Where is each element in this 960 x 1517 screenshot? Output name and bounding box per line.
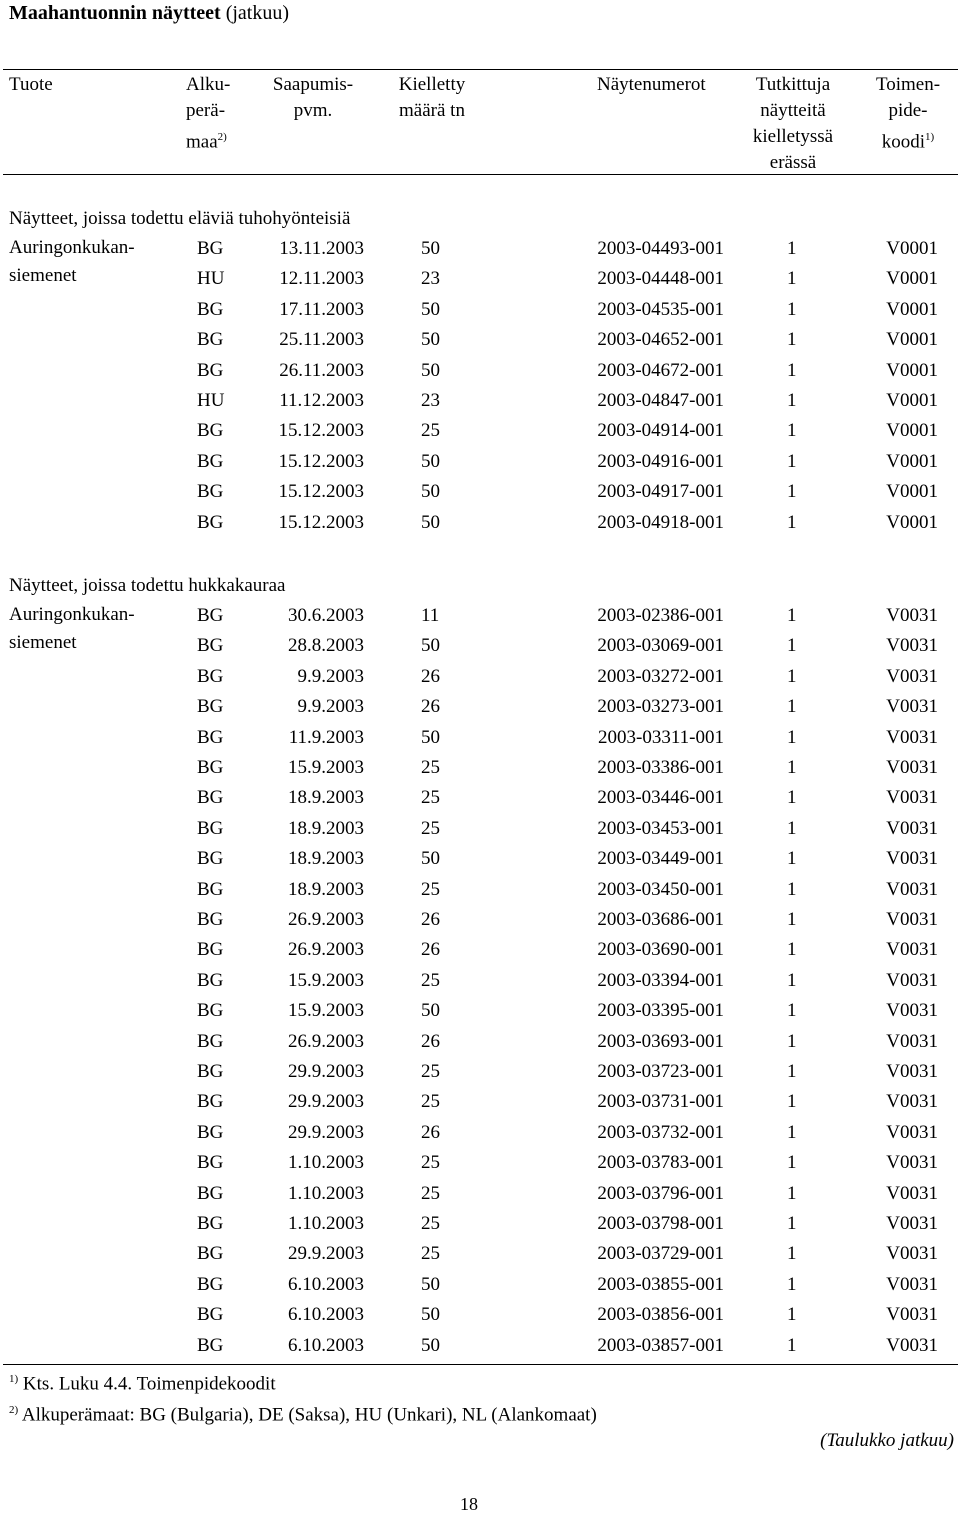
arrival-date-cell: 15.12.2003 [278,511,364,533]
table-row [0,1209,960,1239]
tested-count-cell: 1 [787,726,797,748]
table-row [0,447,960,477]
action-code-cell: V0001 [886,329,938,351]
quantity-cell: 11 [421,605,440,626]
table-row [0,723,960,753]
quantity-cell: 25 [421,757,440,778]
tested-count-cell: 1 [787,1243,797,1265]
action-code-cell: V0001 [886,390,938,411]
page-number: 18 [460,1494,478,1514]
sample-number-cell: 2003-03686-001 [597,909,724,930]
sample-number-cell: 2003-04448-001 [597,268,724,290]
origin-cell: BG [197,757,224,778]
table-row [0,295,960,325]
sample-number-cell: 2003-03783-001 [597,1152,724,1174]
quantity-cell: 26 [421,1030,440,1052]
origin-cell: BG [197,1243,224,1265]
arrival-date-cell: 17.11.2003 [279,298,364,320]
table-row [0,875,960,905]
sample-number-cell: 2003-03394-001 [597,969,724,991]
sample-number-cell: 2003-03446-001 [597,787,724,809]
sample-number-cell: 2003-03069-001 [597,635,724,657]
table-row [0,692,960,722]
quantity-cell: 50 [421,329,440,351]
origin-cell: BG [197,420,224,442]
action-code-cell: V0031 [886,1334,938,1356]
section-heading-pests: Näytteet, joissa todettu eläviä tuhohyönteisiä [9,208,351,229]
quantity-cell: 25 [421,420,440,442]
sample-number-cell: 2003-03450-001 [597,878,724,900]
table-row [0,1300,960,1330]
origin-cell: BG [197,787,224,809]
sample-number-cell: 2003-04652-001 [597,329,724,351]
quantity-cell: 50 [421,1273,440,1295]
table-row [0,905,960,935]
origin-cell: BG [197,1273,224,1295]
quantity-cell: 25 [421,878,440,900]
table-row [0,631,960,661]
tested-count-cell: 1 [787,1000,797,1022]
tested-count-cell: 1 [787,1182,797,1204]
origin-cell: BG [197,329,224,351]
table-row [0,264,960,294]
arrival-date-cell: 26.11.2003 [279,359,364,381]
origin-cell: BG [197,969,224,991]
action-code-cell: V0031 [886,757,938,778]
sample-number-cell: 2003-04918-001 [597,511,724,533]
sample-number-cell: 2003-03856-001 [597,1304,724,1326]
sample-number-cell: 2003-03796-001 [597,1182,724,1204]
origin-cell: BG [197,1213,224,1234]
sample-number-cell: 2003-03272-001 [597,665,724,687]
origin-cell: BG [197,481,224,503]
page-title [9,0,289,26]
table-row [0,996,960,1026]
arrival-date-cell: 6.10.2003 [288,1334,364,1356]
origin-cell: BG [197,817,224,839]
sample-number-cell: 2003-04672-001 [597,359,724,381]
tested-count-cell: 1 [787,1152,797,1174]
quantity-cell: 26 [421,909,440,930]
origin-cell: BG [197,1030,224,1052]
table-row [0,753,960,783]
table-row [0,1148,960,1178]
origin-cell: BG [197,1152,224,1174]
sample-number-cell: 2003-04914-001 [597,420,724,442]
arrival-date-cell: 1.10.2003 [288,1152,364,1174]
sample-number-cell: 2003-03855-001 [597,1273,724,1295]
arrival-date-cell: 29.9.2003 [288,1091,364,1113]
origin-cell: BG [197,726,224,748]
action-code-cell: V0031 [886,665,938,687]
table-row [0,1118,960,1148]
table-row [0,1179,960,1209]
action-code-cell: V0031 [886,635,938,657]
arrival-date-cell: 15.12.2003 [278,450,364,472]
tested-count-cell: 1 [787,329,797,351]
quantity-cell: 25 [421,1213,440,1234]
tested-count-cell: 1 [787,420,797,442]
action-code-cell: V0031 [886,939,938,961]
quantity-cell: 26 [421,939,440,961]
header-quantity: Kielletty määrä tn [398,74,466,121]
quantity-cell: 26 [421,665,440,687]
tested-count-cell: 1 [787,450,797,472]
quantity-cell: 50 [421,726,440,748]
tested-count-cell: 1 [787,298,797,320]
origin-cell: BG [197,939,224,961]
table-row [0,966,960,996]
table-row [0,1057,960,1087]
arrival-date-cell: 26.9.2003 [288,939,364,961]
tested-count-cell: 1 [787,939,797,961]
tested-count-cell: 1 [787,1061,797,1082]
action-code-cell: V0031 [886,969,938,991]
section-product-wild-oat: Auringonkukan- siemenet [9,604,135,653]
arrival-date-cell: 12.11.2003 [279,268,364,290]
origin-cell: HU [197,268,225,290]
quantity-cell: 50 [421,298,440,320]
origin-cell: BG [197,450,224,472]
tested-count-cell: 1 [787,511,797,533]
action-code-cell: V0001 [886,511,938,533]
arrival-date-cell: 29.9.2003 [288,1121,364,1143]
sample-number-cell: 2003-04493-001 [597,238,724,259]
quantity-cell: 50 [421,1334,440,1356]
action-code-cell: V0031 [886,878,938,900]
table-row [0,844,960,874]
sample-number-cell: 2003-03731-001 [597,1091,724,1113]
header-bottom-rule [3,174,958,175]
origin-cell: BG [197,635,224,657]
quantity-cell: 26 [421,696,440,718]
quantity-cell: 25 [421,1152,440,1174]
action-code-cell: V0031 [886,1273,938,1295]
origin-cell: BG [197,909,224,930]
action-code-cell: V0031 [886,1121,938,1143]
arrival-date-cell: 6.10.2003 [288,1273,364,1295]
sample-number-cell: 2003-03273-001 [597,696,724,718]
sample-number-cell: 2003-03723-001 [597,1061,724,1082]
tested-count-cell: 1 [787,481,797,503]
table-row [0,601,960,631]
tested-count-cell: 1 [787,757,797,778]
action-code-cell: V0001 [886,420,938,442]
origin-cell: BG [197,1061,224,1082]
action-code-cell: V0031 [886,1091,938,1113]
sample-number-cell: 2003-03693-001 [597,1030,724,1052]
origin-cell: BG [197,878,224,900]
arrival-date-cell: 15.12.2003 [278,481,364,503]
tested-count-cell: 1 [787,1304,797,1326]
sample-number-cell: 2003-03449-001 [597,848,724,870]
sample-number-cell: 2003-03798-001 [597,1213,724,1234]
arrival-date-cell: 26.9.2003 [288,909,364,930]
table-continues-note: (Taulukko jatkuu) [820,1430,954,1451]
action-code-cell: V0031 [886,605,938,626]
origin-cell: BG [197,359,224,381]
tested-count-cell: 1 [787,665,797,687]
sample-number-cell: 2003-03453-001 [597,817,724,839]
action-code-cell: V0031 [886,1000,938,1022]
arrival-date-cell: 15.9.2003 [288,969,364,991]
quantity-cell: 50 [421,1304,440,1326]
table-bottom-rule [3,1364,958,1365]
arrival-date-cell: 18.9.2003 [288,787,364,809]
tested-count-cell: 1 [787,1030,797,1052]
action-code-cell: V0031 [886,848,938,870]
origin-cell: BG [197,1182,224,1204]
action-code-cell: V0031 [886,696,938,718]
sample-number-cell: 2003-04917-001 [597,481,724,503]
action-code-cell: V0031 [886,909,938,930]
origin-cell: BG [197,1334,224,1356]
header-tested: Tutkittuja näytteitä kielletyssä erässä [752,74,834,173]
tested-count-cell: 1 [787,787,797,809]
tested-count-cell: 1 [787,238,797,259]
quantity-cell: 50 [421,450,440,472]
action-code-cell: V0001 [886,359,938,381]
sample-number-cell: 2003-03857-001 [597,1334,724,1356]
action-code-cell: V0031 [886,787,938,809]
tested-count-cell: 1 [787,817,797,839]
sample-number-cell: 2003-04535-001 [597,298,724,320]
arrival-date-cell: 29.9.2003 [288,1061,364,1082]
table-row [0,1270,960,1300]
action-code-cell: V0031 [886,1061,938,1082]
tested-count-cell: 1 [787,848,797,870]
action-code-cell: V0031 [886,1152,938,1174]
tested-count-cell: 1 [787,878,797,900]
quantity-cell: 26 [421,1121,440,1143]
sample-number-cell: 2003-03732-001 [597,1121,724,1143]
origin-cell: BG [197,1091,224,1113]
quantity-cell: 25 [421,1061,440,1082]
origin-cell: BG [197,238,224,259]
sample-number-cell: 2003-03386-001 [597,757,724,778]
sample-number-cell: 2003-03729-001 [597,1243,724,1265]
quantity-cell: 25 [421,969,440,991]
action-code-cell: V0031 [886,1213,938,1234]
table-row [0,935,960,965]
table-row [0,814,960,844]
header-origin: Alku- perä- maa$^{2)}$ [186,74,231,153]
tested-count-cell: 1 [787,605,797,626]
arrival-date-cell: 26.9.2003 [288,1030,364,1052]
arrival-date-cell: 25.11.2003 [279,329,364,351]
quantity-cell: 23 [421,390,440,411]
arrival-date-cell: 15.9.2003 [288,1000,364,1022]
tested-count-cell: 1 [787,909,797,930]
origin-cell: BG [197,665,224,687]
action-code-cell: V0031 [886,1243,938,1265]
tested-count-cell: 1 [787,969,797,991]
quantity-cell: 25 [421,817,440,839]
table-row [0,325,960,355]
section-heading-wild-oat: Näytteet, joissa todettu hukkakauraa [9,575,286,596]
quantity-cell: 50 [421,238,440,259]
action-code-cell: V0031 [886,726,938,748]
action-code-cell: V0001 [886,268,938,290]
tested-count-cell: 1 [787,268,797,290]
action-code-cell: V0001 [886,238,938,259]
header-arrival: Saapumis- pvm. [272,74,354,121]
quantity-cell: 50 [421,1000,440,1022]
origin-cell: BG [197,1304,224,1326]
quantity-cell: 50 [421,481,440,503]
action-code-cell: V0031 [886,1304,938,1326]
arrival-date-cell: 15.9.2003 [288,757,364,778]
tested-count-cell: 1 [787,1273,797,1295]
sample-number-cell: 2003-03395-001 [597,1000,724,1022]
origin-cell: BG [197,696,224,718]
table-row [0,508,960,538]
tested-count-cell: 1 [787,1213,797,1234]
origin-cell: HU [197,390,225,411]
quantity-cell: 50 [421,848,440,870]
origin-cell: BG [197,1000,224,1022]
arrival-date-cell: 30.6.2003 [288,605,364,626]
arrival-date-cell: 18.9.2003 [288,848,364,870]
action-code-cell: V0031 [886,1030,938,1052]
origin-cell: BG [197,605,224,626]
header-action-code: Toimen- pide- koodi$^{1)}$ [875,74,941,153]
sample-number-cell: 2003-04916-001 [597,450,724,472]
sample-number-cell: 2003-03311-001 [598,726,724,748]
arrival-date-cell: 6.10.2003 [288,1304,364,1326]
table-row [0,1087,960,1117]
tested-count-cell: 1 [787,359,797,381]
arrival-date-cell: 1.10.2003 [288,1182,364,1204]
arrival-date-cell: 11.9.2003 [288,726,364,748]
action-code-cell: V0001 [886,481,938,503]
table-row [0,662,960,692]
origin-cell: BG [197,511,224,533]
arrival-date-cell: 18.9.2003 [288,878,364,900]
quantity-cell: 23 [421,268,440,290]
footnote-2: $^{2)}$ Alkuperämaat: BG (Bulgaria), DE (Saksa), HU (Unkari), NL (Alankomaat) [9,1404,597,1426]
tested-count-cell: 1 [787,696,797,718]
arrival-date-cell: 11.12.2003 [279,390,364,411]
table-row [0,416,960,446]
quantity-cell: 50 [421,635,440,657]
sample-number-cell: 2003-02386-001 [597,605,724,626]
arrival-date-cell: 29.9.2003 [288,1243,364,1265]
table-row [0,1239,960,1269]
header-product: Tuote [9,74,53,95]
quantity-cell: 25 [421,1182,440,1204]
title-suffix: (jatkuu) [220,2,290,24]
arrival-date-cell: 9.9.2003 [297,665,364,687]
quantity-cell: 25 [421,1243,440,1265]
quantity-cell: 25 [421,1091,440,1113]
action-code-cell: V0001 [886,450,938,472]
origin-cell: BG [197,848,224,870]
arrival-date-cell: 28.8.2003 [288,635,364,657]
header-sample-numbers: Näytenumerot [597,74,706,95]
tested-count-cell: 1 [787,1121,797,1143]
table-row [0,783,960,813]
action-code-cell: V0031 [886,817,938,839]
origin-cell: BG [197,298,224,320]
table-row [0,356,960,386]
sample-number-cell: 2003-04847-001 [597,390,724,411]
quantity-cell: 25 [421,787,440,809]
title-main: Maahantuonnin näytteet [9,2,221,24]
tested-count-cell: 1 [787,635,797,657]
action-code-cell: V0001 [886,298,938,320]
quantity-cell: 50 [421,511,440,533]
tested-count-cell: 1 [787,390,797,411]
table-row [0,1027,960,1057]
arrival-date-cell: 18.9.2003 [288,817,364,839]
footnote-1: $^{1)}$ Kts. Luku 4.4. Toimenpidekoodit [9,1373,276,1395]
tested-count-cell: 1 [787,1091,797,1113]
action-code-cell: V0031 [886,1182,938,1204]
sample-number-cell: 2003-03690-001 [597,939,724,961]
arrival-date-cell: 13.11.2003 [279,238,364,259]
tested-count-cell: 1 [787,1334,797,1356]
table-row [0,477,960,507]
table-row [0,234,960,264]
origin-cell: BG [197,1121,224,1143]
quantity-cell: 50 [421,359,440,381]
table-row [0,1331,960,1361]
arrival-date-cell: 15.12.2003 [278,420,364,442]
arrival-date-cell: 9.9.2003 [297,696,364,718]
table-row [0,386,960,416]
arrival-date-cell: 1.10.2003 [288,1213,364,1234]
section-product-pests: Auringonkukan- siemenet [9,237,135,286]
table-top-rule [3,69,958,70]
